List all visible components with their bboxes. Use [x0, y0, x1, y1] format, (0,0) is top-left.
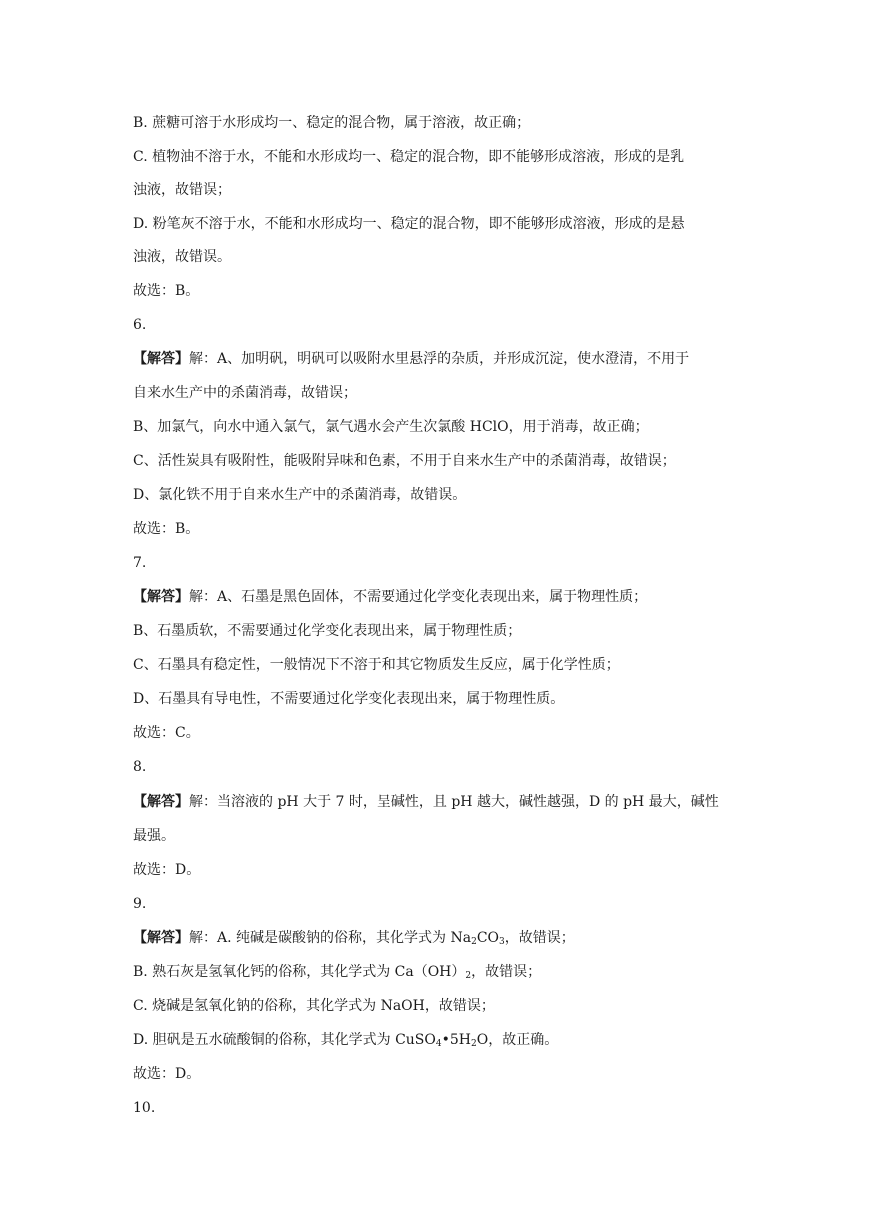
answer-line: 【解答】解：A. 纯碱是碳酸钠的俗称，其化学式为 $Na_2CO_3$，故错误； — [133, 930, 575, 947]
formula-na2co3: $Na_2CO_3$ — [450, 930, 505, 947]
answer-text: 解：A、石墨是黑色固体，不需要通过化学变化表现出来，属于物理性质； — [189, 589, 648, 605]
question-number: 6. — [133, 317, 147, 333]
text-line: C、活性炭具有吸附性，能吸附异味和色素，不用于自来水生产中的杀菌消毒，故错误； — [133, 453, 676, 469]
text-line: C. 植物油不溶于水，不能和水形成均一、稳定的混合物，即不能够形成溶液，形成的是乳 — [133, 149, 685, 165]
answer-label: 【解答】 — [133, 589, 189, 605]
answer-line — [133, 349, 743, 369]
text-line: D、氯化铁不用于自来水生产中的杀菌消毒，故错误。 — [133, 487, 467, 503]
text-line: 故选：B。 — [133, 521, 200, 537]
text-line: C、石墨具有稳定性，一般情况下不溶于和其它物质发生反应，属于化学性质； — [133, 657, 620, 673]
text-line: 浊液，故错误； — [133, 182, 231, 198]
text-line: B. 熟石灰是氢氧化钙的俗称，其化学式为 $Ca(OH)_2$，故错误； — [133, 964, 542, 981]
question-number: 8. — [133, 759, 147, 775]
formula-subscript: 2 — [465, 971, 472, 981]
answer-label: 【解答】 — [133, 351, 189, 367]
answer-text: 解：A、加明矾，明矾可以吸附水里悬浮的杂质，并形成沉淀，使水澄清，不用于 — [189, 351, 690, 367]
text-line: D. 胆矾是五水硫酸铜的俗称，其化学式为 $CuSO_4•5H_2O$，故正确。 — [133, 1032, 559, 1049]
text-line: 故选：B。 — [133, 283, 200, 299]
formula-cuso4: $CuSO_4•5H_2O$ — [395, 1032, 489, 1049]
answer-label: 【解答】 — [133, 930, 189, 946]
answer-label: 【解答】 — [133, 794, 189, 810]
text-line: 最强。 — [133, 828, 175, 844]
text-line: D. 粉笔灰不溶于水，不能和水形成均一、稳定的混合物，即不能够形成溶液，形成的是悬 — [133, 216, 685, 232]
text-line: B. 蔗糖可溶于水形成均一、稳定的混合物，属于溶液，故正确； — [133, 115, 531, 131]
text-line: 自来水生产中的杀菌消毒，故错误； — [133, 385, 357, 401]
answer-line — [133, 587, 743, 607]
question-number: 7. — [133, 555, 147, 571]
text-line: 故选：D。 — [133, 862, 201, 878]
text-line: C. 烧碱是氢氧化钠的俗称，其化学式为 NaOH，故错误； — [133, 998, 495, 1014]
question-number: 10. — [133, 1100, 156, 1116]
answer-line — [133, 792, 743, 812]
text-line: 故选：D。 — [133, 1066, 201, 1082]
answer-text: 解：当溶液的 pH 大于 7 时，呈碱性，且 pH 越大，碱性越强，D 的 pH 最大，碱性 — [189, 794, 719, 810]
text-line: B、加氯气，向水中通入氯气，氯气遇水会产生次氯酸 HClO，用于消毒，故正确； — [133, 419, 649, 435]
text-line: D、石墨具有导电性，不需要通过化学变化表现出来，属于物理性质。 — [133, 691, 565, 707]
text-line: B、石墨质软，不需要通过化学变化表现出来，属于物理性质； — [133, 623, 522, 639]
text-line: 浊液，故错误。 — [133, 249, 231, 265]
answer-text: 解：A. 纯碱是碳酸钠的俗称，其化学式为 — [189, 930, 451, 946]
question-number: 9. — [133, 896, 147, 912]
text-line: 故选：C。 — [133, 725, 200, 741]
